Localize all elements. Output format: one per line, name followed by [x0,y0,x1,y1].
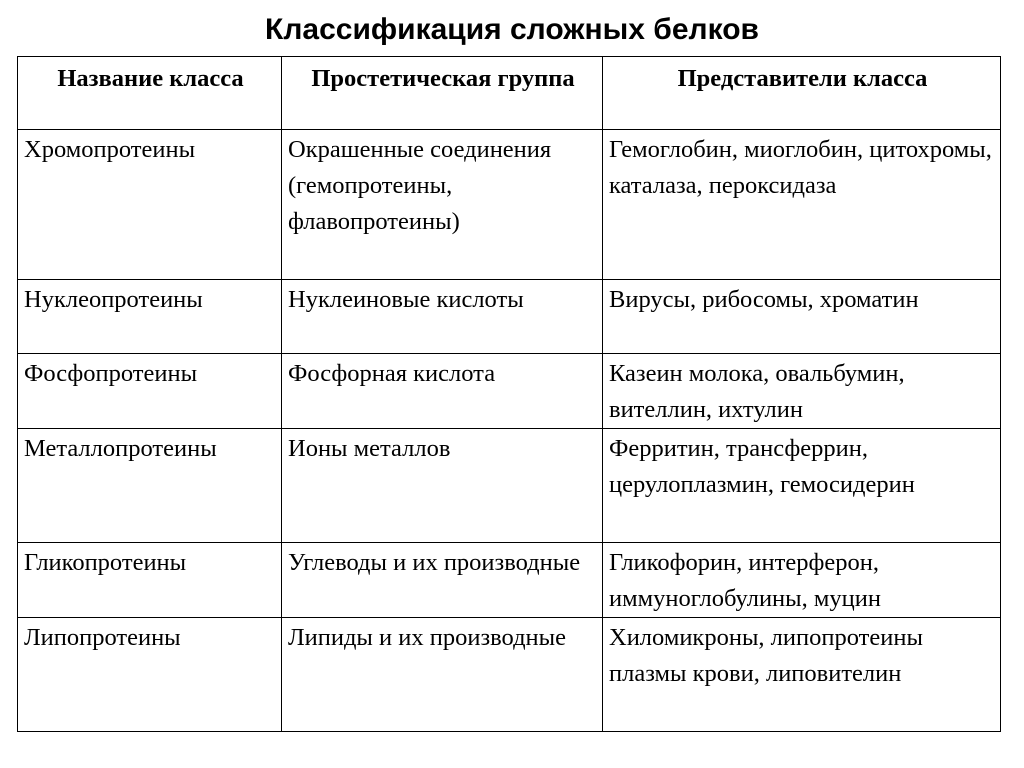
table-row [18,543,1001,618]
cell-prosthetic-group: Углеводы и их производные [282,543,603,618]
cell-representatives: Гликофорин, интерферон, иммуноглобулины, муцин [603,543,1001,618]
header-representatives: Представители класса [603,57,1001,130]
protein-classification-table [17,56,1001,732]
cell-prosthetic-group: Фосфорная кислота [282,354,603,429]
table-row [18,280,1001,354]
table-row [18,130,1001,280]
cell-class-name: Хромопротеины [18,130,282,280]
cell-class-name: Гликопротеины [18,543,282,618]
cell-representatives: Вирусы, рибосомы, хроматин [603,280,1001,354]
cell-prosthetic-group: Нуклеиновые кислоты [282,280,603,354]
cell-class-name: Нуклеопротеины [18,280,282,354]
header-prosthetic-group: Простетическая группа [282,57,603,130]
table-row [18,429,1001,543]
page-title: Классификация сложных белков [265,13,759,46]
cell-prosthetic-group: Ионы металлов [282,429,603,543]
cell-prosthetic-group: Окрашенные соединения (гемопротеины, флавопротеины) [282,130,603,280]
cell-representatives: Казеин молока, овальбумин, вителлин, ихтулин [603,354,1001,429]
table-row [18,618,1001,732]
cell-representatives: Ферритин, трансферрин, церулоплазмин, гемосидерин [603,429,1001,543]
cell-class-name: Липопротеины [18,618,282,732]
cell-prosthetic-group: Липиды и их производные [282,618,603,732]
header-class-name: Название класса [18,57,282,130]
cell-class-name: Фосфопротеины [18,354,282,429]
cell-representatives: Гемоглобин, миоглобин, цитохромы, каталаза, пероксидаза [603,130,1001,280]
cell-class-name: Металлопротеины [18,429,282,543]
cell-representatives: Хиломикроны, липопротеины плазмы крови, липовителин [603,618,1001,732]
table-header-row [18,57,1001,130]
table-row [18,354,1001,429]
